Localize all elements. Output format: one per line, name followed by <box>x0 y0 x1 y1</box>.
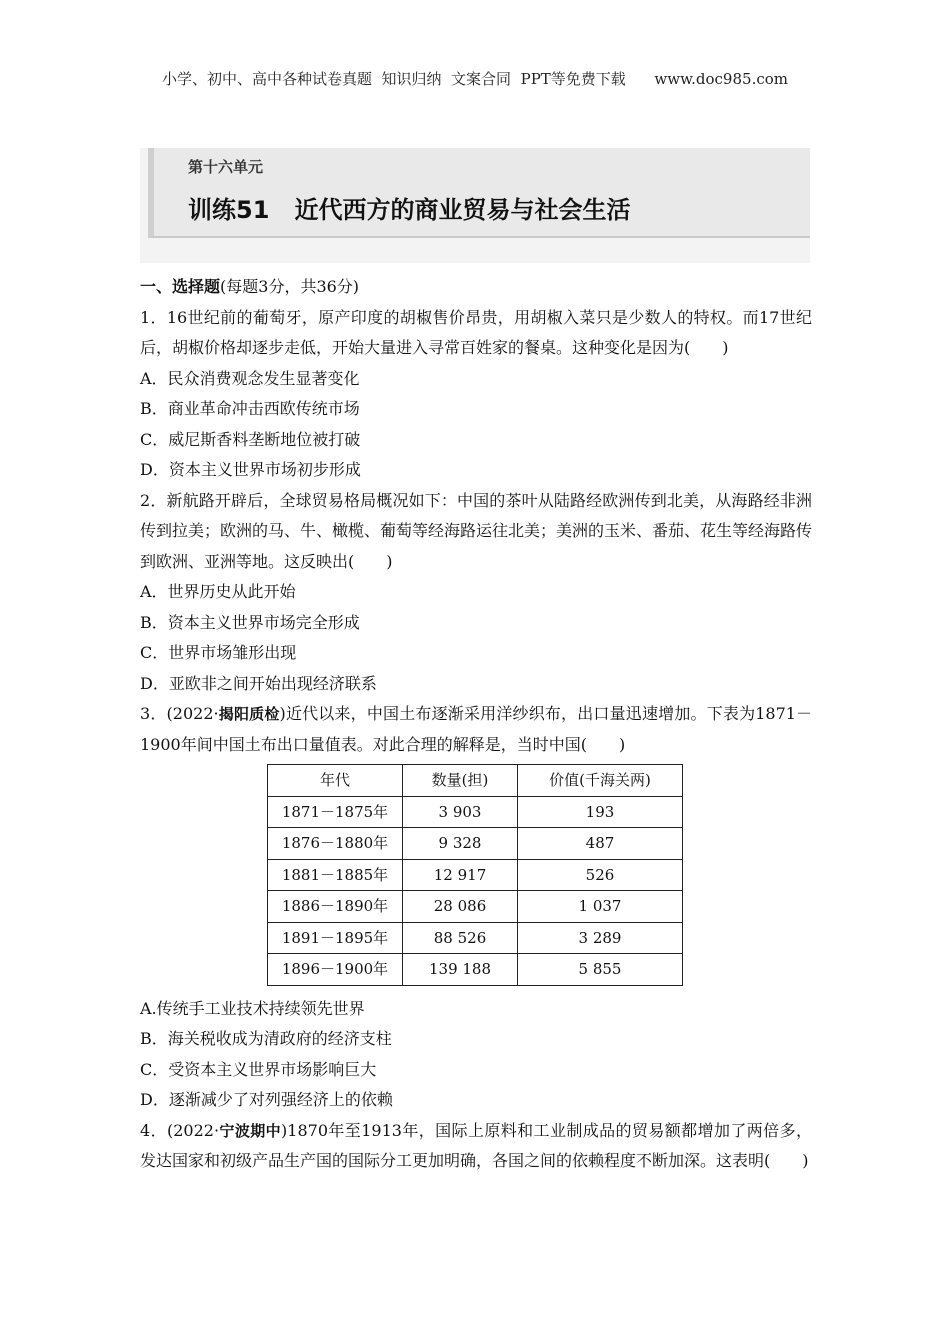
q2-option-d: D．亚欧非之间开始出现经济联系 <box>140 673 377 693</box>
table-cell: 3 289 <box>518 922 683 954</box>
table-cell: 487 <box>518 828 683 860</box>
table-cell: 193 <box>518 796 683 828</box>
question-2-stem: 2．新航路开辟后，全球贸易格局概况如下：中国的茶叶从陆路经欧洲传到北美，从海路经非洲传到拉美；欧洲的马、牛、橄榄、葡萄等经海路运往北美；美洲的玉米、番茄、花生等经海路传到欧洲、亚洲等地。这反映出( ) <box>140 490 813 571</box>
table-cell: 1871－1875年 <box>268 796 403 828</box>
q4-stem-text: )1870年至1913年，国际上原料和工业制成品的贸易额都增加了两倍多，发达国家和初级产品生产国的国际分工更加明确，各国之间的依赖程度不断加深。这表明( ) <box>140 1120 812 1170</box>
export-table <box>267 764 683 986</box>
table-row <box>268 954 683 986</box>
table-cell: 5 855 <box>518 954 683 986</box>
question-3-stem <box>140 699 812 760</box>
unit-label: 第十六单元 <box>188 158 264 176</box>
q1-option-b: B．商业革命冲击西欧传统市场 <box>140 399 360 418</box>
q4-source: 宁波期中 <box>219 1121 282 1140</box>
table-cell: 1896－1900年 <box>268 954 403 986</box>
section-heading <box>140 272 812 303</box>
page-title: 训练51 近代西方的商业贸易与社会生活 <box>188 196 631 224</box>
q1-option-d: D．资本主义世界市场初步形成 <box>140 460 361 479</box>
question-4-stem <box>140 1116 812 1177</box>
q2-option-a: A．世界历史从此开始 <box>140 582 296 601</box>
table-cell: 88 526 <box>403 922 518 954</box>
table-cell: 1886－1890年 <box>268 891 403 923</box>
q3-prefix: 3．(2022· <box>140 704 219 723</box>
table-row <box>268 859 683 891</box>
q3-option-a: A.传统手工业技术持续领先世界 <box>140 998 365 1018</box>
table-cell: 526 <box>518 859 683 891</box>
q3-stem-text: )近代以来，中国土布逐渐采用洋纱织布，出口量迅速增加。下表为1871－1900年间中国土布出口量值表。对此合理的解释是，当时中国( ) <box>140 704 812 754</box>
table-cell: 139 188 <box>403 954 518 986</box>
table-cell: 1891－1895年 <box>268 922 403 954</box>
q3-source: 揭阳质检 <box>218 705 280 723</box>
q3-option-b: B．海关税收成为清政府的经济支柱 <box>140 1029 392 1048</box>
table-cell: 12 917 <box>403 859 518 891</box>
table-row <box>268 922 683 954</box>
section-title: 一、选择题 <box>140 277 221 296</box>
q1-option-a: A．民众消费观念发生显著变化 <box>140 368 360 388</box>
section-note: (每题3分，共36分) <box>220 277 360 296</box>
table-header-cell: 年代 <box>268 765 403 797</box>
q3-option-c: C．受资本主义世界市场影响巨大 <box>140 1059 377 1079</box>
table-header-row <box>268 765 683 797</box>
q2-option-b: B．资本主义世界市场完全形成 <box>140 612 360 632</box>
q3-option-d: D．逐渐减少了对列强经济上的依赖 <box>140 1090 393 1109</box>
table-cell: 1881－1885年 <box>268 859 403 891</box>
table-header-cell: 数量(担) <box>403 765 518 797</box>
q4-prefix: 4．(2022· <box>140 1120 220 1140</box>
table-header-cell: 价值(千海关两) <box>518 765 683 797</box>
table-row <box>268 796 683 828</box>
table-row <box>268 891 683 923</box>
table-cell: 3 903 <box>403 796 518 828</box>
q1-option-c: C．威尼斯香料垄断地位被打破 <box>140 429 361 449</box>
question-1-stem: 1．16世纪前的葡萄牙，原产印度的胡椒售价昂贵，用胡椒入菜只是少数人的特权。而17世纪后，胡椒价格却逐步走低，开始大量进入寻常百姓家的餐桌。这种变化是因为( ) <box>140 307 812 357</box>
table-cell: 1876－1880年 <box>268 828 403 860</box>
table-row <box>268 828 683 860</box>
table-cell: 1 037 <box>518 891 683 923</box>
q2-option-c: C．世界市场雏形出现 <box>140 643 297 662</box>
banner-card <box>148 148 810 238</box>
site-header-line: 小学、初中、高中各种试卷真题 知识归纳 文案合同 PPT等免费下载 www.doc985.com <box>161 70 788 88</box>
unit-banner <box>140 148 810 263</box>
document-body <box>140 272 812 1177</box>
table-cell: 28 086 <box>403 891 518 923</box>
table-cell: 9 328 <box>403 828 518 860</box>
